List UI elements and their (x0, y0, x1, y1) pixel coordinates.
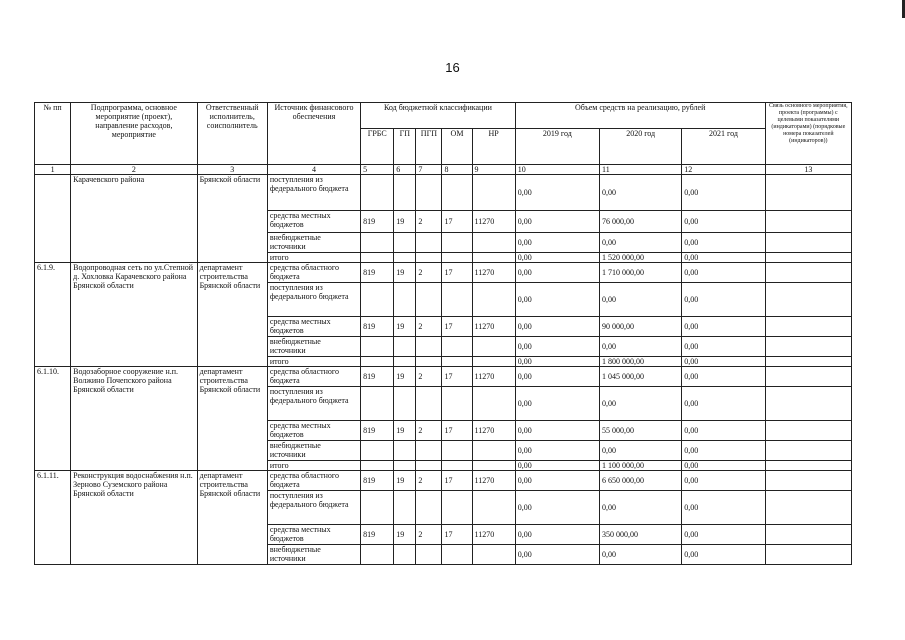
cell-grbs: 819 (361, 263, 394, 283)
cell-np (472, 545, 515, 565)
cell-source: внебюджетные источники (267, 233, 360, 253)
cell-source: средства местных бюджетов (267, 211, 360, 233)
cell-link (765, 317, 851, 337)
cell-gp: 19 (394, 471, 416, 491)
cell-y2021: 0,00 (682, 441, 765, 461)
cell-source: внебюджетные источники (267, 337, 360, 357)
cell-y2020: 55 000,00 (600, 421, 682, 441)
cell-np (472, 491, 515, 525)
cell-grbs (361, 387, 394, 421)
cell-link (765, 545, 851, 565)
cell-om (442, 545, 472, 565)
cell-pgp (416, 387, 442, 421)
cell-pgp (416, 283, 442, 317)
cell-y2019: 0,00 (515, 367, 599, 387)
cell-link (765, 357, 851, 367)
cell-gp (394, 337, 416, 357)
cell-grbs (361, 233, 394, 253)
cell-gp (394, 233, 416, 253)
cell-source: средства областного бюджета (267, 367, 360, 387)
cell-link (765, 283, 851, 317)
cell-y2020: 1 800 000,00 (600, 357, 682, 367)
cell-pgp (416, 357, 442, 367)
cell-source: средства местных бюджетов (267, 421, 360, 441)
cell-y2020: 6 650 000,00 (600, 471, 682, 491)
table-row (35, 471, 852, 491)
item-responsible: Брянской области (197, 175, 267, 263)
cell-np (472, 283, 515, 317)
cell-gp (394, 387, 416, 421)
column-number: 3 (197, 165, 267, 175)
column-number: 10 (515, 165, 599, 175)
cell-y2019: 0,00 (515, 317, 599, 337)
cell-y2020: 0,00 (600, 175, 682, 211)
cell-y2020: 0,00 (600, 233, 682, 253)
cell-grbs (361, 253, 394, 263)
cell-np: 11270 (472, 471, 515, 491)
cell-y2021: 0,00 (682, 491, 765, 525)
cell-y2019: 0,00 (515, 357, 599, 367)
cell-om (442, 337, 472, 357)
table-row (35, 367, 852, 387)
cell-pgp: 2 (416, 421, 442, 441)
cell-np (472, 387, 515, 421)
column-number: 6 (394, 165, 416, 175)
cell-np: 11270 (472, 263, 515, 283)
cell-gp (394, 491, 416, 525)
header-om: ОМ (442, 129, 472, 165)
cell-y2020: 0,00 (600, 491, 682, 525)
cell-y2020: 0,00 (600, 387, 682, 421)
cell-source: поступления из федерального бюджета (267, 491, 360, 525)
cell-grbs (361, 441, 394, 461)
page-number: 16 (445, 60, 460, 75)
table-row (35, 263, 852, 283)
cell-gp (394, 175, 416, 211)
cell-gp (394, 357, 416, 367)
cell-om (442, 387, 472, 421)
cell-y2021: 0,00 (682, 525, 765, 545)
column-number-row (35, 165, 852, 175)
item-responsible: департамент строительства Брянской области (197, 263, 267, 367)
cell-y2021: 0,00 (682, 471, 765, 491)
cell-om: 17 (442, 471, 472, 491)
cell-y2021: 0,00 (682, 545, 765, 565)
cell-om (442, 175, 472, 211)
header-volume: Объем средств на реализацию, рублей (515, 103, 765, 129)
cell-link (765, 387, 851, 421)
cell-grbs (361, 283, 394, 317)
cell-gp (394, 253, 416, 263)
item-program: Карачевского района (71, 175, 197, 263)
cell-pgp (416, 545, 442, 565)
cell-source: итого (267, 253, 360, 263)
column-number: 11 (600, 165, 682, 175)
column-number: 5 (361, 165, 394, 175)
cell-y2020: 90 000,00 (600, 317, 682, 337)
cell-om: 17 (442, 317, 472, 337)
cell-y2019: 0,00 (515, 387, 599, 421)
cell-y2020: 0,00 (600, 337, 682, 357)
cell-om (442, 253, 472, 263)
cell-y2019: 0,00 (515, 175, 599, 211)
cell-grbs (361, 175, 394, 211)
cell-source: итого (267, 357, 360, 367)
cell-gp: 19 (394, 211, 416, 233)
cell-np (472, 233, 515, 253)
cell-om (442, 357, 472, 367)
cell-link (765, 337, 851, 357)
cell-y2021: 0,00 (682, 211, 765, 233)
cell-pgp (416, 253, 442, 263)
cell-pgp (416, 491, 442, 525)
cell-source: средства областного бюджета (267, 471, 360, 491)
cell-pgp (416, 175, 442, 211)
cell-pgp: 2 (416, 471, 442, 491)
header-2021: 2021 год (682, 129, 765, 165)
header-responsible: Ответственный исполнитель, соисполнитель (197, 103, 267, 165)
cell-source: итого (267, 461, 360, 471)
cell-y2020: 0,00 (600, 441, 682, 461)
cell-y2020: 0,00 (600, 545, 682, 565)
cell-y2020: 0,00 (600, 283, 682, 317)
cell-om (442, 233, 472, 253)
cell-link (765, 461, 851, 471)
cell-grbs: 819 (361, 317, 394, 337)
cell-source: средства местных бюджетов (267, 525, 360, 545)
cell-om: 17 (442, 525, 472, 545)
header-source: Источник финансового обеспечения (267, 103, 360, 165)
cell-np (472, 175, 515, 211)
cell-y2020: 1 520 000,00 (600, 253, 682, 263)
item-number: 6.1.9. (35, 263, 71, 367)
cell-y2019: 0,00 (515, 421, 599, 441)
budget-table (34, 102, 852, 565)
cell-gp: 19 (394, 317, 416, 337)
cell-y2019: 0,00 (515, 263, 599, 283)
cell-gp (394, 461, 416, 471)
column-number: 1 (35, 165, 71, 175)
cell-gp (394, 545, 416, 565)
cell-np (472, 253, 515, 263)
cell-y2020: 76 000,00 (600, 211, 682, 233)
cell-om: 17 (442, 263, 472, 283)
column-number: 7 (416, 165, 442, 175)
cell-np: 11270 (472, 525, 515, 545)
cell-source: внебюджетные источники (267, 545, 360, 565)
cell-grbs: 819 (361, 367, 394, 387)
cell-y2020: 1 710 000,00 (600, 263, 682, 283)
item-program: Водопроводная сеть по ул.Степной д. Хохловка Карачевского района Брянской области (71, 263, 197, 367)
cell-y2021: 0,00 (682, 283, 765, 317)
cell-link (765, 367, 851, 387)
cell-gp: 19 (394, 263, 416, 283)
cell-np: 11270 (472, 317, 515, 337)
cell-grbs: 819 (361, 471, 394, 491)
cell-gp: 19 (394, 367, 416, 387)
cell-y2019: 0,00 (515, 525, 599, 545)
cell-y2019: 0,00 (515, 337, 599, 357)
cell-np (472, 337, 515, 357)
header-pgp: ПГП (416, 129, 442, 165)
cell-source: поступления из федерального бюджета (267, 283, 360, 317)
cell-source: поступления из федерального бюджета (267, 175, 360, 211)
cell-grbs (361, 357, 394, 367)
cell-om (442, 283, 472, 317)
cell-gp (394, 283, 416, 317)
header-2020: 2020 год (600, 129, 682, 165)
cell-np (472, 357, 515, 367)
header-grbs: ГРБС (361, 129, 394, 165)
cell-y2019: 0,00 (515, 283, 599, 317)
item-responsible: департамент строительства Брянской области (197, 367, 267, 471)
cell-y2019: 0,00 (515, 441, 599, 461)
cell-y2021: 0,00 (682, 233, 765, 253)
cell-om (442, 461, 472, 471)
cell-y2021: 0,00 (682, 317, 765, 337)
cell-source: средства областного бюджета (267, 263, 360, 283)
header-link: Связь основного мероприятия, проекта (программы) с целевыми показателями (индикаторами) (порядковые номера показателей (индикаторов)) (765, 103, 851, 165)
cell-link (765, 211, 851, 233)
cell-np: 11270 (472, 367, 515, 387)
cell-grbs (361, 337, 394, 357)
cell-y2021: 0,00 (682, 387, 765, 421)
cell-np (472, 441, 515, 461)
header-gp: ГП (394, 129, 416, 165)
item-program: Реконструкция водоснабжения н.п. Зерново Суземского района Брянской области (71, 471, 197, 565)
cell-pgp: 2 (416, 211, 442, 233)
cell-om: 17 (442, 211, 472, 233)
header-np: НР (472, 129, 515, 165)
cell-np (472, 461, 515, 471)
cell-y2020: 1 100 000,00 (600, 461, 682, 471)
cell-grbs (361, 545, 394, 565)
item-responsible: департамент строительства Брянской области (197, 471, 267, 565)
cell-link (765, 263, 851, 283)
cell-y2021: 0,00 (682, 461, 765, 471)
cell-pgp: 2 (416, 317, 442, 337)
cell-grbs: 819 (361, 525, 394, 545)
header-2019: 2019 год (515, 129, 599, 165)
cell-pgp (416, 461, 442, 471)
cell-link (765, 233, 851, 253)
cell-om: 17 (442, 367, 472, 387)
item-number: 6.1.11. (35, 471, 71, 565)
cell-pgp: 2 (416, 525, 442, 545)
cell-link (765, 421, 851, 441)
cell-link (765, 491, 851, 525)
header-program: Подпрограмма, основное мероприятие (проект), направление расходов, мероприятие (71, 103, 197, 165)
cell-link (765, 253, 851, 263)
column-number: 9 (472, 165, 515, 175)
header-code: Код бюджетной классификации (361, 103, 516, 129)
cell-np: 11270 (472, 211, 515, 233)
cell-source: внебюджетные источники (267, 441, 360, 461)
cell-grbs: 819 (361, 421, 394, 441)
cell-y2019: 0,00 (515, 491, 599, 525)
column-number: 2 (71, 165, 197, 175)
cell-y2019: 0,00 (515, 211, 599, 233)
cell-pgp (416, 233, 442, 253)
cell-om: 17 (442, 421, 472, 441)
cell-source: поступления из федерального бюджета (267, 387, 360, 421)
header-num: № пп (35, 103, 71, 165)
cell-y2021: 0,00 (682, 421, 765, 441)
column-number: 12 (682, 165, 765, 175)
cell-pgp: 2 (416, 263, 442, 283)
cell-y2019: 0,00 (515, 461, 599, 471)
cell-source: средства местных бюджетов (267, 317, 360, 337)
cell-gp: 19 (394, 525, 416, 545)
cell-y2019: 0,00 (515, 545, 599, 565)
cell-pgp: 2 (416, 367, 442, 387)
cell-pgp (416, 337, 442, 357)
cell-np: 11270 (472, 421, 515, 441)
cell-y2020: 1 045 000,00 (600, 367, 682, 387)
cell-y2020: 350 000,00 (600, 525, 682, 545)
cell-gp: 19 (394, 421, 416, 441)
cell-y2019: 0,00 (515, 471, 599, 491)
cell-y2021: 0,00 (682, 253, 765, 263)
cell-om (442, 491, 472, 525)
cell-grbs (361, 491, 394, 525)
cell-link (765, 441, 851, 461)
item-program: Водозаборное сооружение н.п. Волжино Почепского района Брянской области (71, 367, 197, 471)
cell-y2021: 0,00 (682, 263, 765, 283)
cell-y2019: 0,00 (515, 233, 599, 253)
cell-link (765, 471, 851, 491)
cell-grbs (361, 461, 394, 471)
table-row (35, 175, 852, 211)
cell-y2021: 0,00 (682, 337, 765, 357)
cell-link (765, 525, 851, 545)
cell-y2021: 0,00 (682, 367, 765, 387)
item-number (35, 175, 71, 263)
cell-grbs: 819 (361, 211, 394, 233)
cell-om (442, 441, 472, 461)
item-number: 6.1.10. (35, 367, 71, 471)
cell-link (765, 175, 851, 211)
column-number: 8 (442, 165, 472, 175)
column-number: 4 (267, 165, 360, 175)
cell-y2021: 0,00 (682, 357, 765, 367)
cell-y2019: 0,00 (515, 253, 599, 263)
cell-y2021: 0,00 (682, 175, 765, 211)
cell-pgp (416, 441, 442, 461)
cell-gp (394, 441, 416, 461)
column-number: 13 (765, 165, 851, 175)
